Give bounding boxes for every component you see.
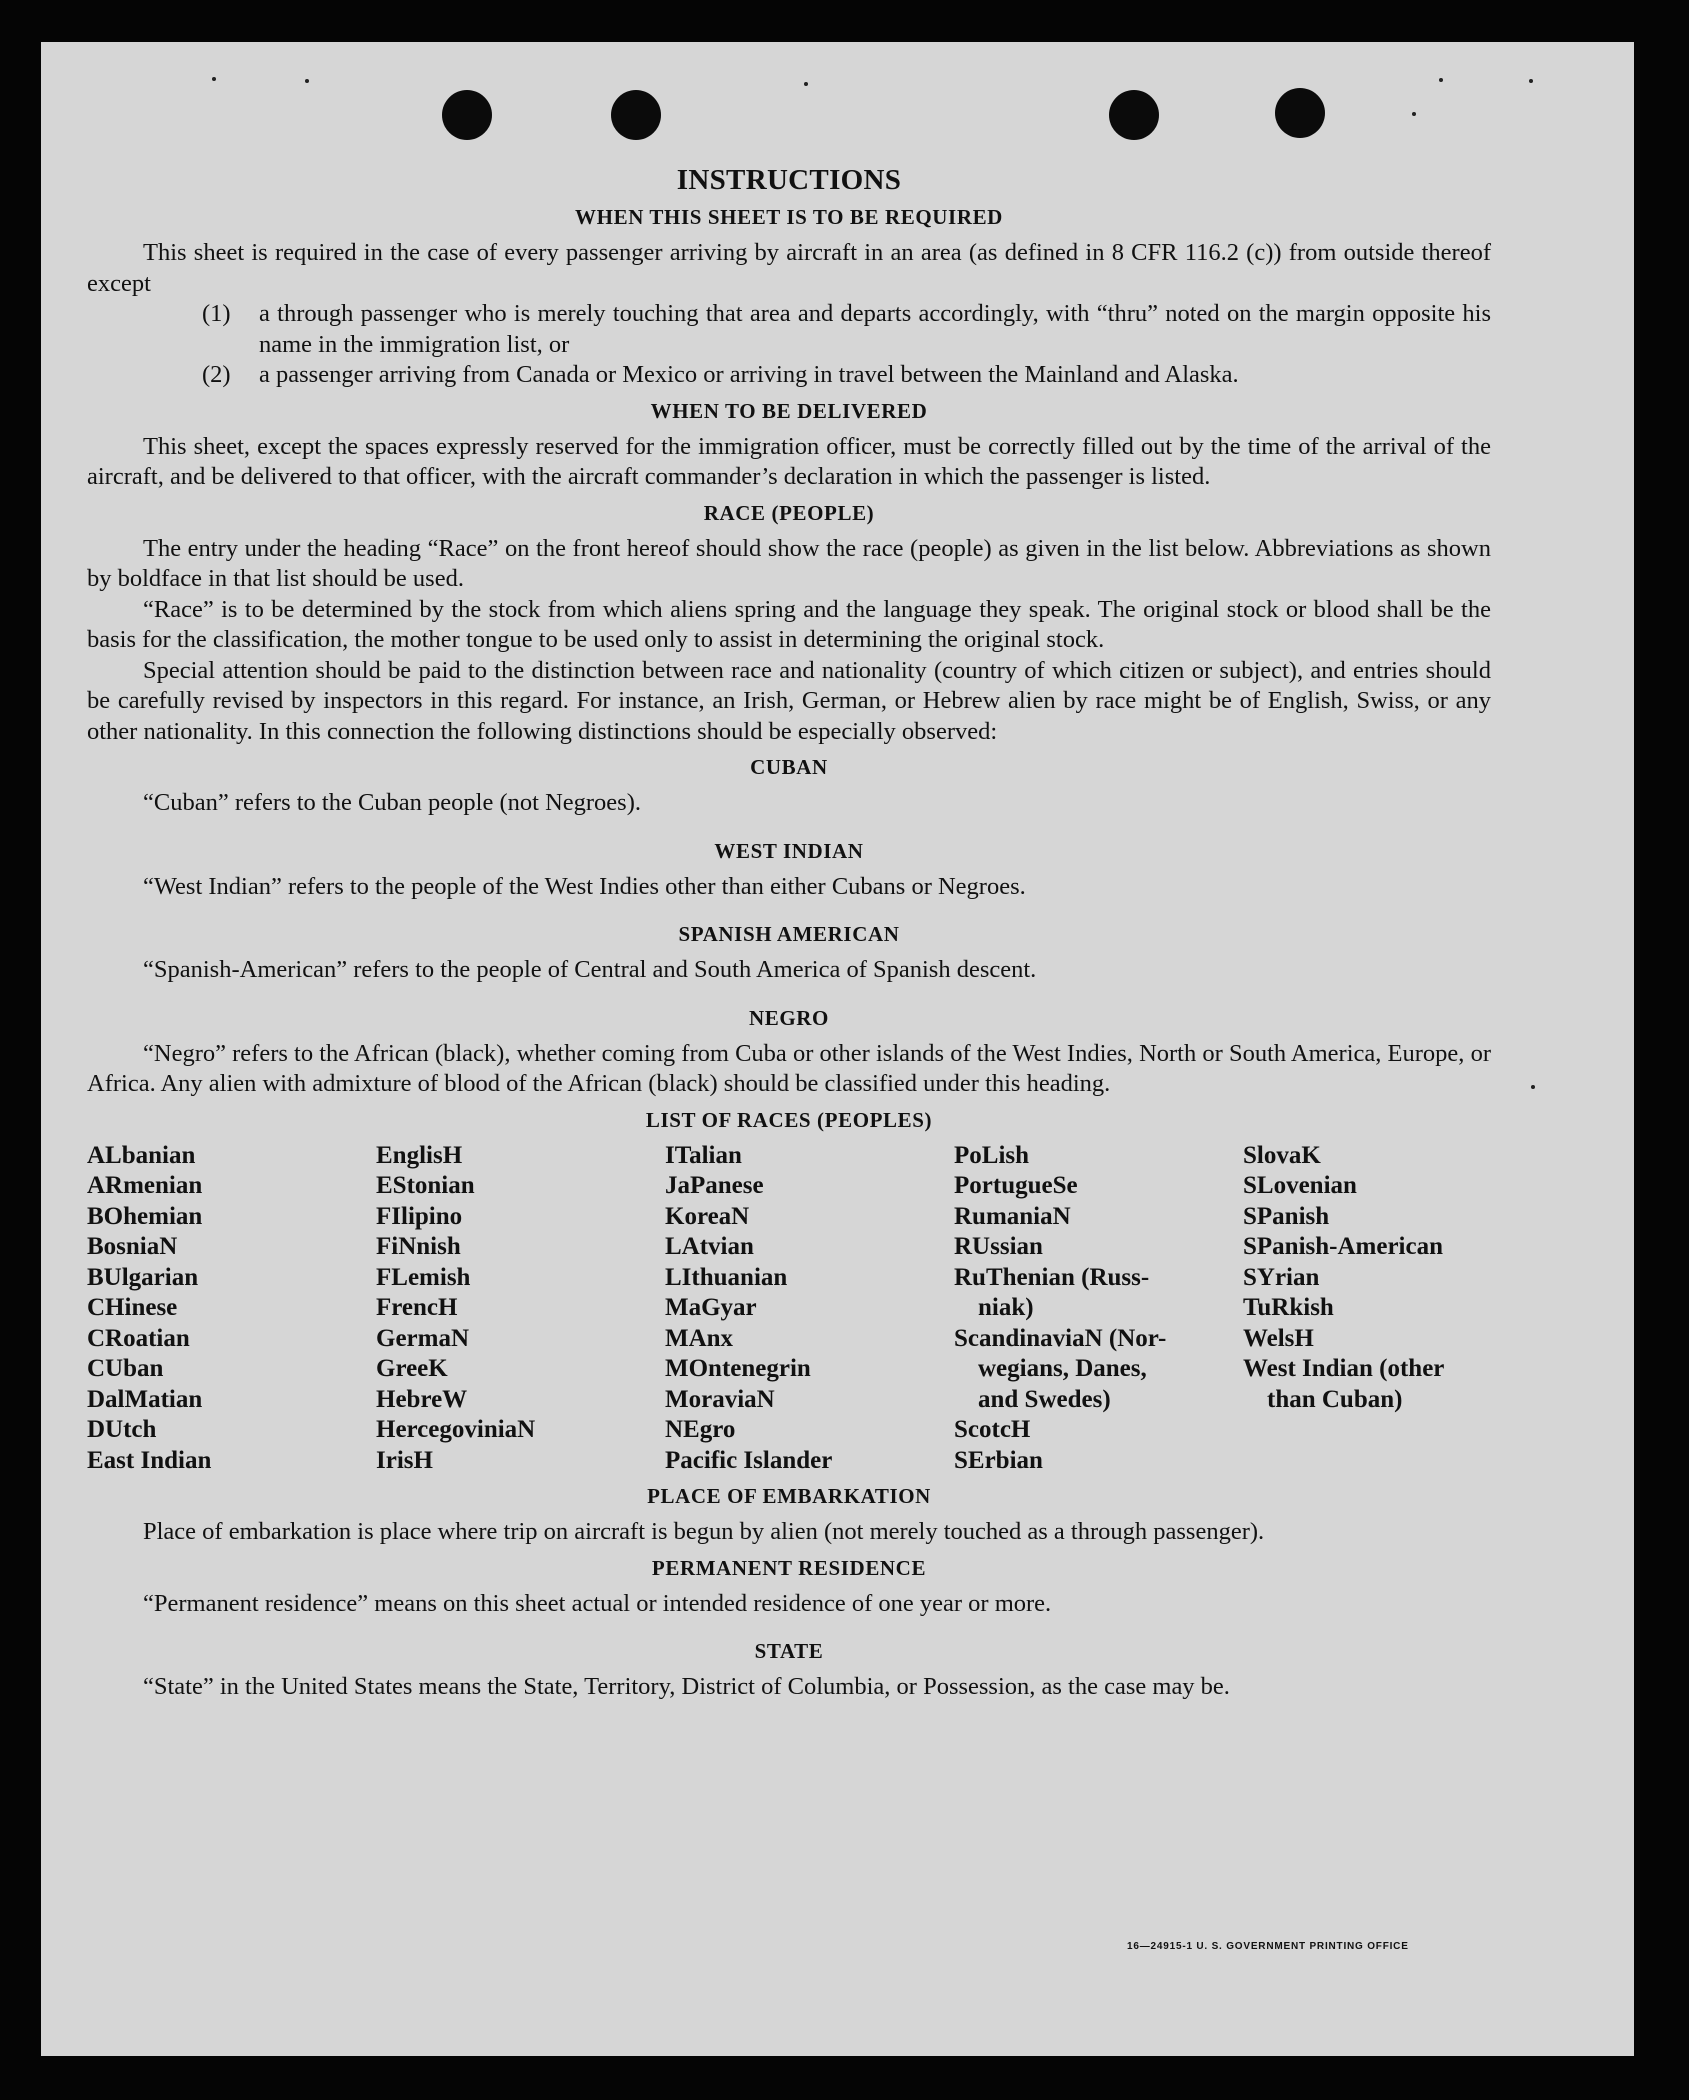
race-item: GreeK xyxy=(376,1355,448,1382)
race-item: niak) xyxy=(978,1294,1034,1321)
race-item: GermaN xyxy=(376,1324,470,1352)
race-item: SYrian xyxy=(1243,1263,1320,1291)
speck xyxy=(804,82,808,86)
page-title: INSTRUCTIONS xyxy=(676,164,902,196)
speck xyxy=(212,77,216,81)
race-item: CHinese xyxy=(87,1294,178,1321)
race-column xyxy=(1243,1141,1491,1477)
race-item: BOhemian xyxy=(87,1202,203,1230)
race-item: RuThenian (Russ- xyxy=(954,1263,1150,1291)
race-item: SErbian xyxy=(954,1446,1043,1474)
race-item: wegians, Danes, xyxy=(978,1355,1147,1382)
race-item: IrisH xyxy=(376,1446,433,1474)
section-heading: CUBAN xyxy=(750,755,828,779)
race-item: ARmenian xyxy=(87,1172,203,1199)
speck xyxy=(305,79,309,83)
race-column xyxy=(954,1141,1243,1477)
race-item: ScotcH xyxy=(954,1416,1031,1443)
condition-item xyxy=(87,360,1491,391)
punch-hole xyxy=(611,90,661,140)
race-item: HebreW xyxy=(376,1385,468,1413)
race-item: SPanish xyxy=(1243,1202,1330,1230)
race-item: PoLish xyxy=(954,1141,1030,1169)
race-item: MoraviaN xyxy=(665,1385,775,1413)
race-item: LIthuanian xyxy=(665,1263,788,1291)
race-column xyxy=(665,1141,954,1477)
race-item: KoreaN xyxy=(665,1202,750,1230)
race-item: ITalian xyxy=(665,1141,742,1169)
race-item: HercegoviniaN xyxy=(376,1416,536,1443)
section-heading: WEST INDIAN xyxy=(714,838,864,863)
race-item: BosniaN xyxy=(87,1233,178,1260)
paragraph: This sheet, except the spaces expressly reserved for the immigration officer, must be correctly filled out by the time of the arrival of the aircraft, and be delivered to that officer, with the aircraft commander’s declaration in which the passenger is listed. xyxy=(87,432,1491,490)
race-item: MaGyar xyxy=(665,1294,757,1321)
race-item: Pacific Islander xyxy=(665,1446,833,1474)
race-item: FrencH xyxy=(376,1294,458,1321)
section-heading: WHEN TO BE DELIVERED xyxy=(650,398,928,423)
punch-hole xyxy=(1275,88,1325,138)
speck xyxy=(1412,112,1416,116)
race-list xyxy=(87,1141,1491,1477)
race-item: MAnx xyxy=(665,1324,734,1352)
race-item: BUlgarian xyxy=(87,1263,199,1291)
paragraph: “Cuban” refers to the Cuban people (not Negroes). xyxy=(143,789,641,816)
condition-number: (1) xyxy=(202,300,231,327)
race-item: DalMatian xyxy=(87,1385,203,1413)
document-sheet xyxy=(41,42,1634,2056)
race-item: MOntenegrin xyxy=(665,1355,811,1382)
race-item: TuRkish xyxy=(1243,1294,1334,1321)
race-item: ALbanian xyxy=(87,1141,196,1169)
race-item: FIlipino xyxy=(376,1202,463,1230)
paragraph: This sheet is required in the case of every passenger arriving by aircraft in an area (as defined in 8 CFR 116.2 (c)) from outside thereof except xyxy=(87,239,1491,297)
section-heading: PLACE OF EMBARKATION xyxy=(647,1484,931,1508)
paragraph: Place of embarkation is place where trip on aircraft is begun by alien (not merely touched as a through passenger). xyxy=(143,1518,1265,1545)
printer-imprint: 16—24915-1 U. S. GOVERNMENT PRINTING OFFICE xyxy=(1127,1941,1409,1952)
paragraph: “West Indian” refers to the people of the West Indies other than either Cubans or Negroes. xyxy=(143,872,1026,900)
section-heading: PERMANENT RESIDENCE xyxy=(651,1555,927,1580)
race-item: JaPanese xyxy=(665,1172,764,1199)
race-item: SLovenian xyxy=(1243,1172,1357,1199)
race-item: RumaniaN xyxy=(954,1202,1071,1230)
race-item: RUssian xyxy=(954,1233,1043,1260)
race-column xyxy=(376,1141,665,1477)
section-heading: NEGRO xyxy=(748,1005,829,1030)
race-item: East Indian xyxy=(87,1446,212,1474)
race-item: SlovaK xyxy=(1243,1141,1321,1169)
paragraph: “Permanent residence” means on this sheet actual or intended residence of one year or more. xyxy=(143,1589,1052,1617)
condition-text: a through passenger who is merely touching that area and departs accordingly, with “thru” noted on the margin opposite his name in the immigration list, or xyxy=(259,300,1491,358)
race-item: FiNnish xyxy=(376,1233,461,1260)
section-heading: WHEN THIS SHEET IS TO BE REQUIRED xyxy=(575,205,1003,229)
section-heading: SPANISH AMERICAN xyxy=(678,922,900,946)
punch-hole xyxy=(442,90,492,140)
race-item: CUban xyxy=(87,1355,164,1382)
speck xyxy=(1439,78,1443,82)
speck xyxy=(1531,1085,1535,1089)
race-item: CRoatian xyxy=(87,1324,190,1352)
race-item: WelsH xyxy=(1243,1324,1314,1352)
paragraph: “Spanish-American” refers to the people of Central and South America of Spanish descent. xyxy=(143,956,1037,983)
condition-number: (2) xyxy=(202,361,231,388)
condition-item xyxy=(87,299,1491,360)
section-heading: STATE xyxy=(754,1639,824,1663)
race-item: LAtvian xyxy=(665,1233,754,1260)
punch-hole xyxy=(1109,90,1159,140)
race-column xyxy=(87,1141,376,1477)
section-heading: RACE (PEOPLE) xyxy=(703,500,875,525)
race-item: FLemish xyxy=(376,1263,471,1291)
paragraph: “Negro” refers to the African (black), whether coming from Cuba or other islands of the West Indies, North or South America, Europe, or Africa. Any alien with admixture of blood of the African (black) should be classified under this heading. xyxy=(87,1039,1491,1097)
race-item: than Cuban) xyxy=(1267,1385,1403,1413)
race-item: West Indian (other xyxy=(1243,1355,1445,1382)
race-item: PortugueSe xyxy=(954,1172,1078,1199)
race-item: DUtch xyxy=(87,1416,157,1443)
condition-text: a passenger arriving from Canada or Mexico or arriving in travel between the Mainland and Alaska. xyxy=(259,361,1239,388)
race-item: EnglisH xyxy=(376,1141,463,1169)
speck xyxy=(1529,79,1533,83)
paragraph: “Race” is to be determined by the stock from which aliens spring and the language they speak. The original stock or blood shall be the basis for the classification, the mother tongue to be used only to assist in determining the original stock. xyxy=(87,595,1491,653)
paragraph: “State” in the United States means the State, Territory, District of Columbia, or Possession, as the case may be. xyxy=(143,1673,1230,1700)
race-item: EStonian xyxy=(376,1172,475,1199)
race-item: and Swedes) xyxy=(978,1385,1111,1413)
race-item: ScandinaviaN (Nor- xyxy=(954,1324,1167,1352)
paragraph: The entry under the heading “Race” on the front hereof should show the race (people) as given in the list below. Abbreviations as shown by boldface in that list should be used. xyxy=(87,534,1491,592)
instructions-content xyxy=(87,164,1491,1703)
section-heading: LIST OF RACES (PEOPLES) xyxy=(645,1107,933,1132)
race-item: NEgro xyxy=(665,1416,736,1443)
race-item: SPanish-American xyxy=(1243,1233,1443,1260)
paragraph: Special attention should be paid to the distinction between race and nationality (country of which citizen or subject), and entries should be carefully revised by inspectors in this regard. For instance, an Irish, German, or Hebrew alien by race might be of English, Swiss, or any other nationality. In this connection the following distinctions should be especially observed: xyxy=(87,656,1491,745)
